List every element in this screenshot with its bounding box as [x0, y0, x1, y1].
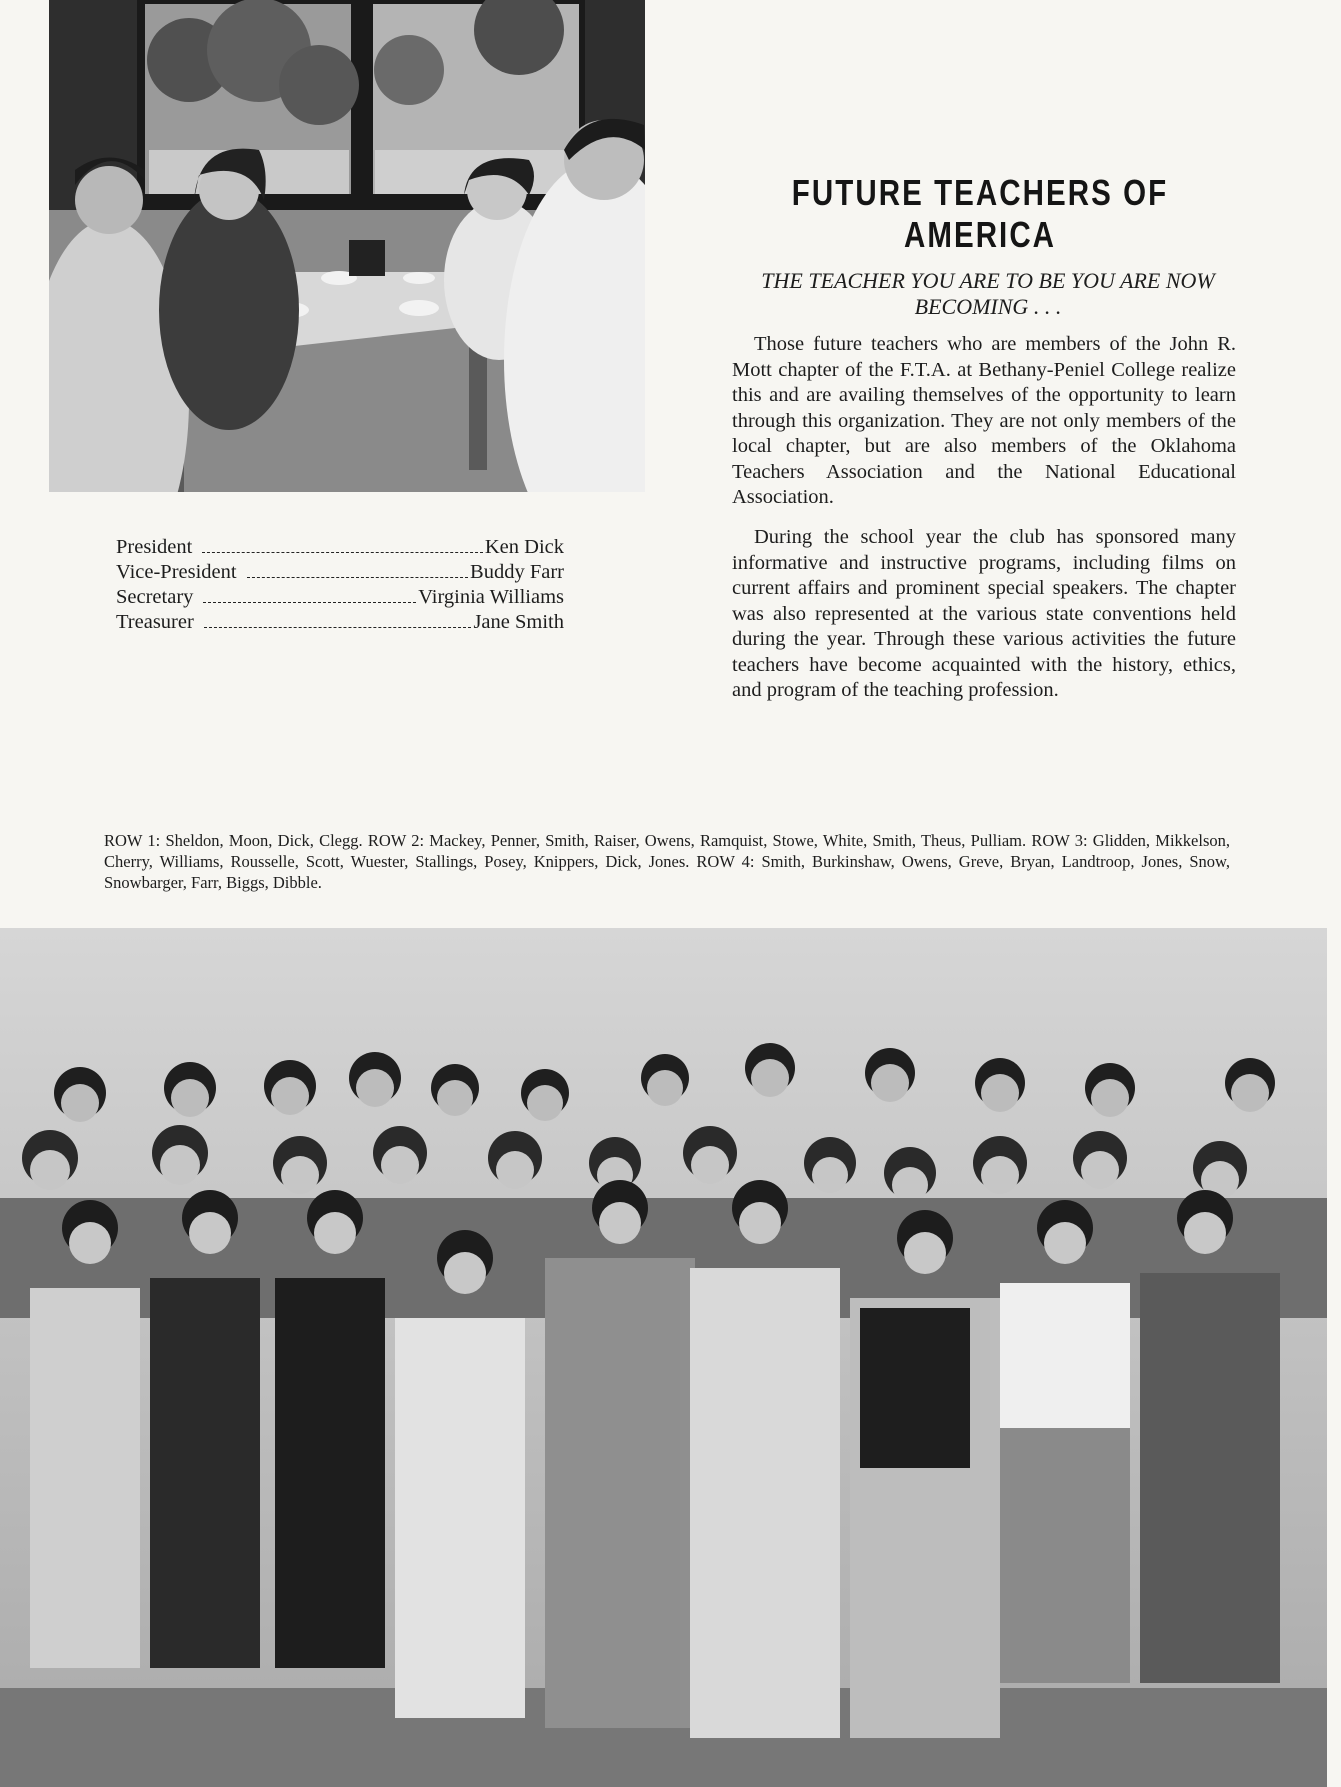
dotted-leader — [247, 577, 468, 578]
officer-row-vice-president — [116, 561, 564, 586]
officers-photo — [49, 0, 645, 492]
dotted-leader — [203, 602, 416, 603]
dotted-leader — [204, 627, 472, 628]
dotted-leader — [202, 552, 483, 553]
page-title: FUTURE TEACHERS OF AMERICA — [791, 172, 1169, 255]
officer-name: Ken Dick — [484, 536, 564, 558]
officer-title: Vice-President — [116, 561, 237, 583]
roster-caption: ROW 1: Sheldon, Moon, Dick, Clegg. ROW 2: Mackey, Penner, Smith, Raiser, Owens, Ramquist, Stowe, White, Smith, Theus, Pulliam. ROW 3: Glidden, Mikkelson, Cherry, Williams, Rousselle, Scott, Wuester, Stallings, Posey, Knippers, Dick, Jones. ROW 4: Smith, Burkinshaw, Owens, Greve, Bryan, Landtroop, Jones, Snow, Snowbarger, Farr, Biggs, Dibble. — [104, 831, 1230, 892]
officer-row-treasurer — [116, 611, 564, 636]
officer-title: Treasurer — [116, 611, 194, 633]
article-paragraph-1: Those future teachers who are members of the John R. Mott chapter of the F.T.A. at Bethany-Peniel College realize this and are availing themselves of the opportunity to learn through this organization. They are not only members of the local chapter, but are also members of the Oklahoma Teachers Association and the National Educational Association. — [732, 333, 1236, 508]
officers-list — [116, 536, 564, 636]
officer-name: Jane Smith — [473, 611, 564, 633]
officer-name: Virginia Williams — [418, 586, 564, 608]
officer-name: Buddy Farr — [470, 561, 564, 583]
officer-title: President — [116, 536, 193, 558]
page-subtitle: THE TEACHER YOU ARE TO BE YOU ARE NOW BECOMING . . . — [761, 268, 1215, 319]
officer-row-secretary — [116, 586, 564, 611]
group-photo — [0, 928, 1327, 1787]
article-paragraph-2: During the school year the club has sponsored many informative and instructive programs, including films on current affairs and prominent special speakers. The chapter was also represented at the various state conventions held during the year. Through these various activities the future teachers have become acquainted with the history, ethics, and program of the teaching profession. — [732, 526, 1236, 701]
officer-row-president — [116, 536, 564, 561]
officer-title: Secretary — [116, 586, 194, 608]
